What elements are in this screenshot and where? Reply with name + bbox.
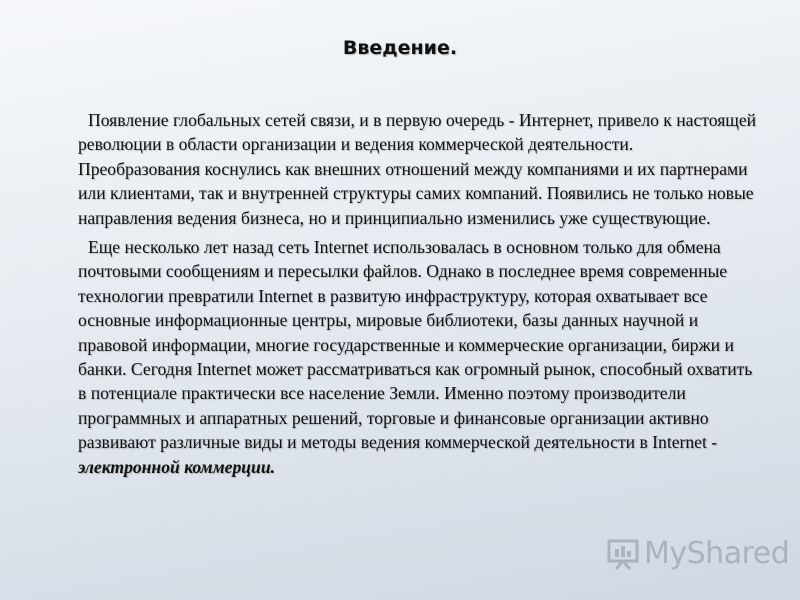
paragraph-internet	[78, 235, 758, 479]
presentation-board-icon	[606, 537, 640, 571]
ecommerce-term: электронной коммерции.	[78, 456, 276, 477]
paragraph-internet-text: Еще несколько лет назад сеть Internet использовалась в основном только для обмена почтовыми сообщениям и пересылки файлов. Однако в последнее время современные технологии превратили Internet в развитую инфраструктуру, которая охватывает все основные информационные центры, мировые библиотеки, базы данных научной и правовой информации, многие государственные и коммерческие организации, биржи и банки. Сегодня Internet может рассматриваться как огромный рынок, способный охватить в потенциале практически все население Земли. Именно поэтому производители программных и аппаратных решений, торговые и финансовые организации активно развивают различные виды и методы ведения коммерческой деятельности в Internet -	[78, 237, 753, 453]
paragraph-intro-text: Появление глобальных сетей связи, и в первую очередь - Интернет, привело к настоящей революции в области организации и ведения коммерческой деятельности. Преобразования коснулись как внешних отношений между компаниями и их партнерами или клиентами, так и внутренней структуры самих компаний. Появились не только новые направления ведения бизнеса, но и принципиально изменились уже существующие.	[78, 110, 757, 228]
watermark	[606, 536, 789, 571]
paragraph-intro	[78, 108, 758, 230]
slide-body	[78, 108, 758, 484]
watermark-text: MyShared	[644, 536, 790, 571]
slide-title: Введение.	[342, 37, 458, 59]
